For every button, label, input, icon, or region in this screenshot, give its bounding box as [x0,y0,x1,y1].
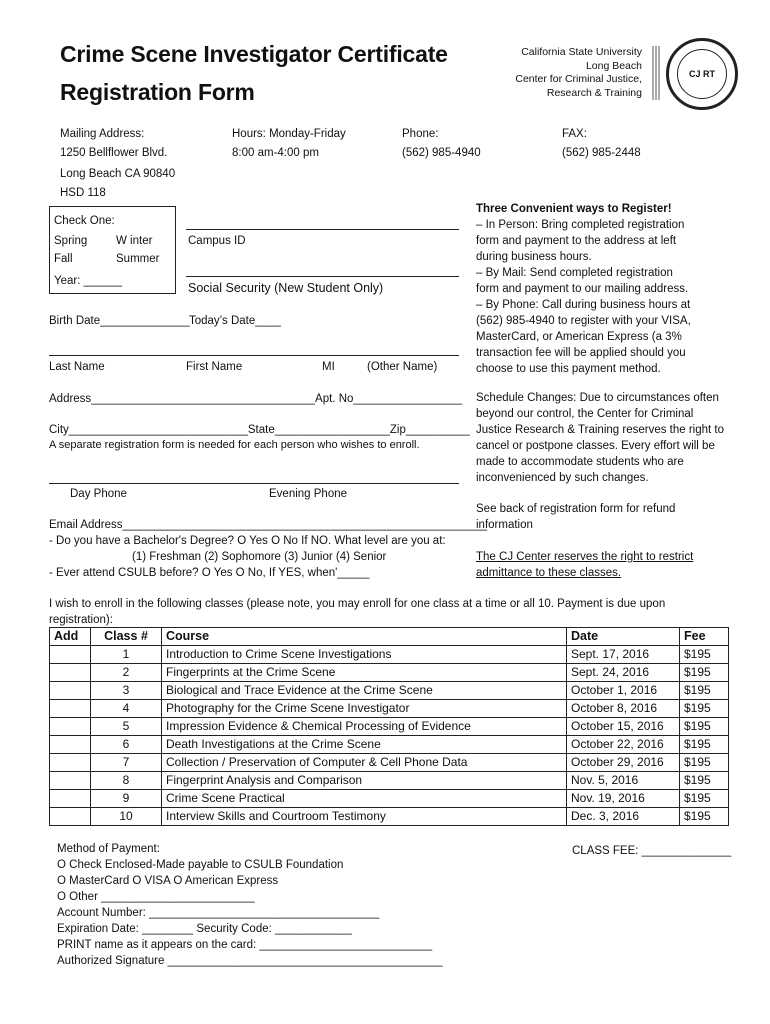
term-option-summer[interactable]: Summer [116,253,160,265]
class-number-cell: 4 [91,700,162,718]
schedule-line: beyond our control, the Center for Criminal [476,408,694,420]
evening-phone-label: Evening Phone [269,488,348,500]
schedule-line: Justice Research & Training reserves the right to [476,424,725,436]
email-field[interactable]: Email Address_________________________________________________________ [49,519,488,531]
register-ways-line: (562) 985-4940 to register with your VISA, [476,315,691,327]
class-number-cell: 5 [91,718,162,736]
todays-date-field[interactable]: Today’s Date____ [189,315,281,327]
mailing-address-line: 1250 Bellflower Blvd. [60,147,168,159]
table-row [50,754,729,772]
schedule-line: made to accommodate students who are [476,456,684,468]
course-cell: Fingerprints at the Crime Scene [162,664,567,682]
fee-cell: $195 [680,790,729,808]
table-row [50,772,729,790]
city-state-zip-field[interactable]: City____________________________State__________________Zip__________ [49,424,470,436]
enroll-note [49,596,739,628]
table-header-row [50,628,729,646]
restrict-block [476,549,746,581]
phone-line[interactable] [49,483,459,484]
institution-block [480,46,642,100]
column-header-date: Date [567,628,680,646]
table-row [50,646,729,664]
register-ways-line: – By Mail: Send completed registration [476,267,673,279]
fee-cell: $195 [680,772,729,790]
class-number-cell: 9 [91,790,162,808]
add-cell[interactable] [50,754,91,772]
column-header-fee: Fee [680,628,729,646]
print-name-field[interactable]: PRINT name as it appears on the card: ___________________________ [57,939,433,951]
csulb-question[interactable]: - Ever attend CSULB before? O Yes O No, If YES, when'_____ [49,567,370,579]
fee-cell: $195 [680,808,729,826]
add-cell[interactable] [50,790,91,808]
fee-cell: $195 [680,754,729,772]
hours-block [232,126,346,161]
term-option-fall[interactable]: Fall [54,253,73,265]
column-header-course: Course [162,628,567,646]
date-cell: Dec. 3, 2016 [567,808,680,826]
institution-line: Research & Training [546,86,642,99]
mailing-address-line: HSD 118 [60,187,106,199]
phone-value: (562) 985-4940 [402,147,481,159]
name-line[interactable] [49,355,459,356]
refund-line: See back of registration form for refund [476,503,676,515]
payment-block [57,841,443,969]
register-ways-line: during business hours. [476,251,592,263]
expiration-security-field[interactable]: Expiration Date: ________ Security Code: ____________ [57,923,352,935]
register-ways-line: MasterCard, or American Express (a 3% [476,331,682,343]
column-header-class-number: Class # [91,628,162,646]
fax-value: (562) 985-2448 [562,147,641,159]
class-number-cell: 7 [91,754,162,772]
register-ways-heading: Three Convenient ways to Register! [476,203,672,215]
add-cell[interactable] [50,700,91,718]
separate-form-note: A separate registration form is needed for each person who wishes to enroll. [49,439,420,451]
fee-cell: $195 [680,646,729,664]
mailing-address-line: Long Beach CA 90840 [60,168,176,180]
mailing-address-label: Mailing Address: [60,128,145,140]
course-cell: Death Investigations at the Crime Scene [162,736,567,754]
add-cell[interactable] [50,808,91,826]
refund-line: information [476,519,533,531]
register-ways-line: – By Phone: Call during business hours at [476,299,691,311]
enroll-note-line: I wish to enroll in the following classes (please note, you may enroll for one class at a time or all 10. Payment is due upon [49,598,666,610]
term-option-spring[interactable]: Spring [54,235,88,247]
table-row [50,700,729,718]
other-name-label: (Other Name) [367,361,438,373]
date-cell: October 22, 2016 [567,736,680,754]
add-cell[interactable] [50,682,91,700]
account-number-field[interactable]: Account Number: ____________________________________ [57,907,380,919]
column-header-add: Add [50,628,91,646]
course-cell: Photography for the Crime Scene Investigator [162,700,567,718]
year-field[interactable]: Year: ______ [54,275,123,287]
date-cell: October 15, 2016 [567,718,680,736]
seal-center: CJ RT [677,49,727,99]
class-number-cell: 3 [91,682,162,700]
schedule-line: inconvenienced by such changes. [476,472,649,484]
add-cell[interactable] [50,718,91,736]
add-cell[interactable] [50,736,91,754]
payment-check-option[interactable]: O Check Enclosed-Made payable to CSULB Foundation [57,859,344,871]
course-cell: Crime Scene Practical [162,790,567,808]
phone-label: Phone: [402,128,439,140]
restrict-line: The CJ Center reserves the right to restrict [476,551,694,563]
classes-table [49,627,729,826]
course-cell: Interview Skills and Courtroom Testimony [162,808,567,826]
class-number-cell: 2 [91,664,162,682]
schedule-changes-block [476,390,746,486]
table-row [50,790,729,808]
date-cell: Sept. 24, 2016 [567,664,680,682]
last-name-label: Last Name [49,361,105,373]
first-name-label: First Name [186,361,243,373]
fee-cell: $195 [680,736,729,754]
university-seal-logo [666,38,738,110]
date-cell: October 1, 2016 [567,682,680,700]
course-cell: Fingerprint Analysis and Comparison [162,772,567,790]
mailing-address-block [60,126,175,201]
institution-line: Center for Criminal Justice, [515,73,642,85]
institution-line: California State University [521,46,642,58]
class-fee-field[interactable]: CLASS FEE: ______________ [572,845,732,857]
date-cell: Nov. 5, 2016 [567,772,680,790]
table-row [50,664,729,682]
phone-block [402,126,481,161]
register-ways-line: – In Person: Bring completed registration [476,219,685,231]
form-title-line2: Registration Form [60,79,255,105]
register-ways-line: form and payment to our mailing address. [476,283,689,295]
date-cell: October 8, 2016 [567,700,680,718]
form-title-line1: Crime Scene Investigator Certificate [60,41,448,67]
institution-line: Long Beach [585,59,642,72]
mi-label: MI [322,361,335,373]
level-options[interactable]: (1) Freshman (2) Sophomore (3) Junior (4) Senior [132,551,387,563]
fee-cell: $195 [680,718,729,736]
term-selection-box [49,206,176,294]
birth-date-field[interactable]: Birth Date______________ [49,315,190,327]
fee-cell: $195 [680,682,729,700]
fax-block [562,126,641,161]
course-cell: Collection / Preservation of Computer & Cell Phone Data [162,754,567,772]
decorative-bars-icon [651,44,661,102]
class-number-cell: 1 [91,646,162,664]
date-cell: Nov. 19, 2016 [567,790,680,808]
class-number-cell: 6 [91,736,162,754]
campus-id-label: Campus ID [188,235,246,247]
schedule-line: cancel or postpone classes. Every effort will be [476,440,715,452]
hours-value: 8:00 am-4:00 pm [232,147,319,159]
enroll-note-line: registration): [49,614,113,626]
add-cell[interactable] [50,772,91,790]
table-row [50,718,729,736]
payment-other-option[interactable]: O Other ________________________ [57,891,255,903]
course-cell: Introduction to Crime Scene Investigations [162,646,567,664]
fax-label: FAX: [562,128,587,140]
register-ways-line: choose to use this payment method. [476,363,661,375]
campus-id-line[interactable] [186,229,459,230]
course-cell: Impression Evidence & Chemical Processing of Evidence [162,718,567,736]
refund-block [476,501,746,533]
bachelors-question[interactable]: - Do you have a Bachelor's Degree? O Yes O No If NO. What level are you at: [49,535,446,547]
add-cell[interactable] [50,646,91,664]
schedule-line: Schedule Changes: Due to circumstances often [476,392,719,404]
table-row [50,808,729,826]
class-number-cell: 10 [91,808,162,826]
ssn-label: Social Security (New Student Only) [188,281,384,295]
address-field[interactable]: Address___________________________________Apt. No_________________ [49,393,463,405]
class-number-cell: 8 [91,772,162,790]
ssn-line[interactable] [186,276,459,277]
register-ways-line: transaction fee will be applied should you [476,347,686,359]
add-cell[interactable] [50,664,91,682]
hours-label: Hours: Monday-Friday [232,128,346,140]
fee-cell: $195 [680,664,729,682]
register-ways-line: form and payment to the address at left [476,235,677,247]
decorative-vertical-text [651,44,661,102]
date-cell: Sept. 17, 2016 [567,646,680,664]
check-one-label: Check One: [54,215,115,227]
payment-card-options[interactable]: O MasterCard O VISA O American Express [57,875,279,887]
table-row [50,682,729,700]
table-row [50,736,729,754]
fee-cell: $195 [680,700,729,718]
authorized-signature-field[interactable]: Authorized Signature ___________________________________________ [57,955,443,967]
term-option-winter[interactable]: W inter [116,235,153,247]
restrict-line: admittance to these classes. [476,567,622,579]
date-cell: October 29, 2016 [567,754,680,772]
register-ways-block [476,201,736,377]
day-phone-label: Day Phone [70,488,127,500]
course-cell: Biological and Trace Evidence at the Crime Scene [162,682,567,700]
payment-method-label: Method of Payment: [57,843,160,855]
